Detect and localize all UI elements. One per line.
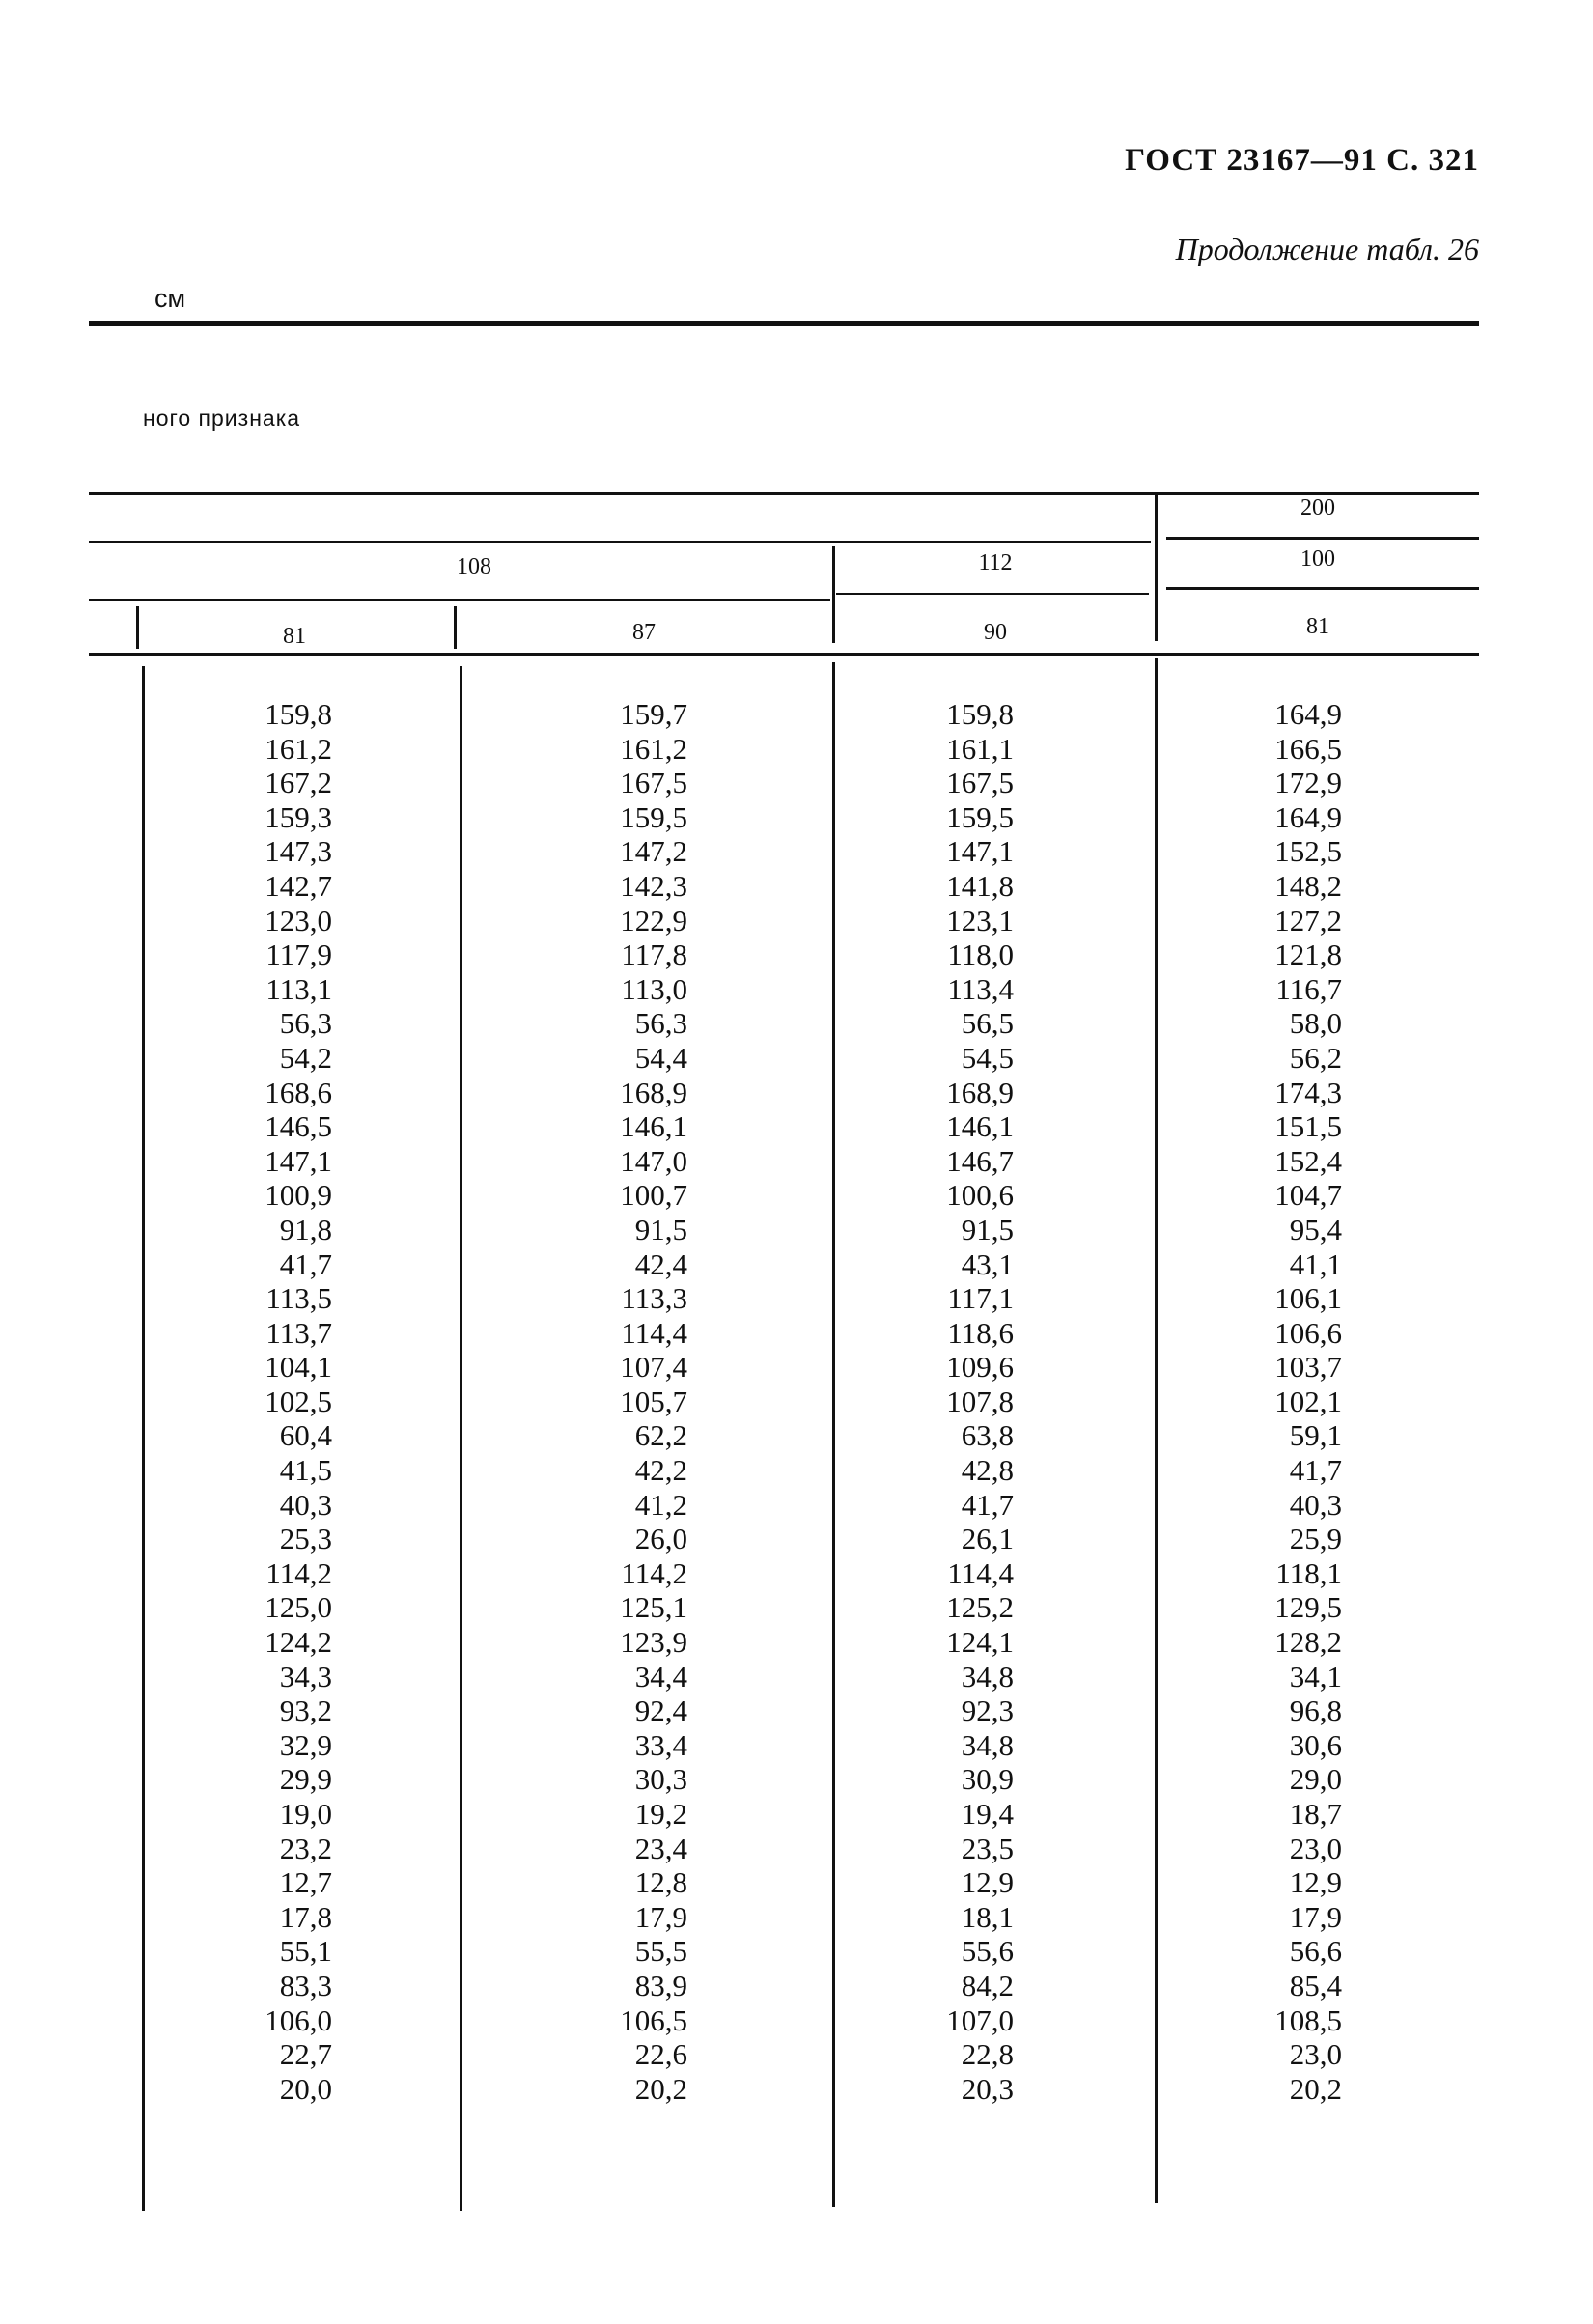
- header-cell-90: 90: [984, 620, 1007, 645]
- table-cell: 114,4: [947, 1555, 1014, 1590]
- table-cell: 91,8: [279, 1212, 332, 1246]
- table-cell: 42,2: [634, 1453, 687, 1488]
- table-cell: 20,0: [279, 2071, 332, 2106]
- table-cell: 147,2: [620, 834, 687, 869]
- table-cell: 114,2: [266, 1555, 332, 1590]
- table-cell: 26,1: [961, 1522, 1014, 1556]
- table-cell: 141,8: [946, 868, 1014, 903]
- table-cell: 118,1: [1275, 1555, 1342, 1590]
- table-cell: 41,2: [634, 1487, 687, 1522]
- header-rule-2b: [1166, 537, 1479, 540]
- header-rule-3c: [1166, 587, 1479, 590]
- table-cell: 146,7: [946, 1143, 1014, 1178]
- header-rule-3: [89, 599, 830, 601]
- table-cell: 123,0: [265, 903, 332, 938]
- table-cell: 161,1: [946, 731, 1014, 766]
- table-cell: 104,1: [265, 1350, 332, 1385]
- table-cell: 146,1: [620, 1109, 687, 1144]
- table-cell: 106,5: [620, 2002, 687, 2037]
- table-cell: 96,8: [1289, 1694, 1342, 1728]
- header-vline-112: [832, 546, 835, 643]
- table-cell: 23,5: [961, 1831, 1014, 1865]
- table-cell: 147,1: [946, 834, 1014, 869]
- table-cell: 107,0: [946, 2002, 1014, 2037]
- table-cell: 20,3: [961, 2071, 1014, 2106]
- table-cell: 63,8: [961, 1418, 1014, 1453]
- table-cell: 30,3: [634, 1762, 687, 1797]
- standard-header: ГОСТ 23167—91 С. 321: [1125, 143, 1479, 178]
- table-cell: 107,4: [620, 1350, 687, 1385]
- table-cell: 108,5: [1274, 2002, 1342, 2037]
- table-cell: 161,2: [620, 731, 687, 766]
- table-cell: 167,2: [265, 766, 332, 800]
- table-cell: 168,6: [265, 1075, 332, 1109]
- table-cell: 59,1: [1289, 1418, 1342, 1453]
- table-cell: 17,9: [1289, 1899, 1342, 1934]
- table-cell: 91,5: [634, 1212, 687, 1246]
- table-cell: 95,4: [1289, 1212, 1342, 1246]
- header-cell-87: 87: [632, 620, 656, 645]
- table-cell: 23,0: [1289, 1831, 1342, 1865]
- table-cell: 117,8: [621, 938, 687, 972]
- table-cell: 56,3: [279, 1006, 332, 1041]
- table-cell: 168,9: [620, 1075, 687, 1109]
- table-cell: 117,1: [947, 1281, 1014, 1316]
- table-cell: 128,2: [1274, 1625, 1342, 1660]
- table-cell: 34,8: [961, 1659, 1014, 1694]
- data-column-90: [869, 697, 1014, 2106]
- table-cell: 121,8: [1274, 938, 1342, 972]
- table-cell: 100,9: [265, 1178, 332, 1213]
- table-cell: 55,5: [634, 1934, 687, 1969]
- table-cell: 34,4: [634, 1659, 687, 1694]
- table-cell: 12,7: [279, 1865, 332, 1900]
- table-cell: 147,3: [265, 834, 332, 869]
- table-cell: 116,7: [1275, 971, 1342, 1006]
- body-vline-3: [832, 662, 835, 2207]
- table-cell: 106,6: [1274, 1315, 1342, 1350]
- table-cell: 113,1: [266, 971, 332, 1006]
- table-cell: 117,9: [266, 938, 332, 972]
- table-cell: 159,5: [620, 799, 687, 834]
- table-cell: 106,0: [265, 2002, 332, 2037]
- table-cell: 30,6: [1289, 1727, 1342, 1762]
- table-cell: 18,1: [961, 1899, 1014, 1934]
- table-cell: 32,9: [279, 1727, 332, 1762]
- table-cell: 40,3: [1289, 1487, 1342, 1522]
- header-rule-2: [89, 541, 1151, 543]
- table-cell: 164,9: [1274, 697, 1342, 731]
- table-cell: 17,9: [634, 1899, 687, 1934]
- table-cell: 159,7: [620, 697, 687, 731]
- table-cell: 41,5: [279, 1453, 332, 1488]
- table-cell: 159,8: [265, 697, 332, 731]
- table-cell: 34,3: [279, 1659, 332, 1694]
- table-cell: 113,0: [621, 971, 687, 1006]
- data-column-81-2: [1197, 697, 1342, 2106]
- table-cell: 168,9: [946, 1075, 1014, 1109]
- header-vline-right: [1155, 494, 1158, 641]
- table-cell: 55,1: [279, 1934, 332, 1969]
- table-cell: 42,8: [961, 1453, 1014, 1488]
- table-cell: 42,4: [634, 1246, 687, 1281]
- table-cell: 125,2: [946, 1590, 1014, 1625]
- table-cell: 12,8: [634, 1865, 687, 1900]
- table-cell: 93,2: [279, 1694, 332, 1728]
- table-cell: 104,7: [1274, 1178, 1342, 1213]
- table-cell: 106,1: [1274, 1281, 1342, 1316]
- table-cell: 54,5: [961, 1040, 1014, 1075]
- table-cell: 41,7: [1289, 1453, 1342, 1488]
- table-cell: 125,0: [265, 1590, 332, 1625]
- table-cell: 60,4: [279, 1418, 332, 1453]
- table-cell: 12,9: [1289, 1865, 1342, 1900]
- table-cell: 30,9: [961, 1762, 1014, 1797]
- table-cell: 113,4: [947, 971, 1014, 1006]
- table-cell: 19,0: [279, 1797, 332, 1831]
- table-cell: 22,7: [279, 2037, 332, 2072]
- table-cell: 159,3: [265, 799, 332, 834]
- table-cell: 17,8: [279, 1899, 332, 1934]
- table-cell: 100,6: [946, 1178, 1014, 1213]
- table-cell: 34,8: [961, 1727, 1014, 1762]
- table-cell: 25,3: [279, 1522, 332, 1556]
- table-cell: 55,6: [961, 1934, 1014, 1969]
- table-cell: 159,8: [946, 697, 1014, 731]
- header-vline-mid: [454, 606, 457, 649]
- header-cell-81a: 81: [283, 624, 306, 649]
- table-cell: 26,0: [634, 1522, 687, 1556]
- table-cell: 102,1: [1274, 1384, 1342, 1418]
- table-cell: 172,9: [1274, 766, 1342, 800]
- subtitle-fragment: ного признака: [143, 406, 301, 431]
- table-cell: 29,0: [1289, 1762, 1342, 1797]
- table-cell: 56,6: [1289, 1934, 1342, 1969]
- table-cell: 56,5: [961, 1006, 1014, 1041]
- table-cell: 105,7: [620, 1384, 687, 1418]
- table-cell: 166,5: [1274, 731, 1342, 766]
- table-cell: 84,2: [961, 1968, 1014, 2002]
- table-cell: 113,7: [266, 1315, 332, 1350]
- table-cell: 91,5: [961, 1212, 1014, 1246]
- table-cell: 146,5: [265, 1109, 332, 1144]
- table-cell: 41,7: [961, 1487, 1014, 1522]
- table-cell: 123,1: [946, 903, 1014, 938]
- table-cell: 20,2: [634, 2071, 687, 2106]
- data-column-81: [174, 697, 332, 2106]
- table-cell: 20,2: [1289, 2071, 1342, 2106]
- table-cell: 56,3: [634, 1006, 687, 1041]
- table-cell: 147,0: [620, 1143, 687, 1178]
- table-cell: 83,3: [279, 1968, 332, 2002]
- table-cell: 102,5: [265, 1384, 332, 1418]
- table-cell: 118,0: [947, 938, 1014, 972]
- table-continuation-label: Продолжение табл. 26: [1175, 232, 1479, 266]
- table-cell: 129,5: [1274, 1590, 1342, 1625]
- table-cell: 113,3: [621, 1281, 687, 1316]
- table-cell: 125,1: [620, 1590, 687, 1625]
- table-cell: 92,3: [961, 1694, 1014, 1728]
- table-cell: 142,7: [265, 868, 332, 903]
- table-cell: 142,3: [620, 868, 687, 903]
- header-rule-4: [89, 653, 1479, 656]
- table-cell: 40,3: [279, 1487, 332, 1522]
- header-cell-100: 100: [1300, 546, 1335, 572]
- table-cell: 103,7: [1274, 1350, 1342, 1385]
- table-cell: 83,9: [634, 1968, 687, 2002]
- table-cell: 19,4: [961, 1797, 1014, 1831]
- table-cell: 18,7: [1289, 1797, 1342, 1831]
- header-cell-108: 108: [457, 554, 491, 579]
- table-cell: 54,2: [279, 1040, 332, 1075]
- table-cell: 56,2: [1289, 1040, 1342, 1075]
- table-cell: 34,1: [1289, 1659, 1342, 1694]
- table-cell: 151,5: [1274, 1109, 1342, 1144]
- table-cell: 152,5: [1274, 834, 1342, 869]
- table-cell: 174,3: [1274, 1075, 1342, 1109]
- table-cell: 114,4: [621, 1315, 687, 1350]
- table-cell: 54,4: [634, 1040, 687, 1075]
- data-column-87: [521, 697, 687, 2106]
- table-cell: 25,9: [1289, 1522, 1342, 1556]
- unit-label: см: [154, 284, 186, 313]
- table-cell: 164,9: [1274, 799, 1342, 834]
- table-cell: 159,5: [946, 799, 1014, 834]
- table-cell: 62,2: [634, 1418, 687, 1453]
- top-rule: [89, 321, 1479, 326]
- table-cell: 167,5: [620, 766, 687, 800]
- table-cell: 122,9: [620, 903, 687, 938]
- table-cell: 167,5: [946, 766, 1014, 800]
- table-cell: 146,1: [946, 1109, 1014, 1144]
- header-cell-81b: 81: [1306, 614, 1329, 639]
- table-cell: 23,0: [1289, 2037, 1342, 2072]
- table-cell: 124,2: [265, 1625, 332, 1660]
- body-vline-1: [142, 666, 145, 2211]
- header-rule-3b: [836, 593, 1149, 595]
- header-cell-112: 112: [978, 550, 1013, 575]
- body-vline-4: [1155, 658, 1158, 2203]
- table-cell: 33,4: [634, 1727, 687, 1762]
- table-cell: 109,6: [946, 1350, 1014, 1385]
- table-cell: 114,2: [621, 1555, 687, 1590]
- table-cell: 22,8: [961, 2037, 1014, 2072]
- table-cell: 58,0: [1289, 1006, 1342, 1041]
- table-cell: 123,9: [620, 1625, 687, 1660]
- table-cell: 127,2: [1274, 903, 1342, 938]
- table-cell: 43,1: [961, 1246, 1014, 1281]
- table-cell: 12,9: [961, 1865, 1014, 1900]
- table-cell: 92,4: [634, 1694, 687, 1728]
- table-cell: 148,2: [1274, 868, 1342, 903]
- table-cell: 41,1: [1289, 1246, 1342, 1281]
- table-cell: 113,5: [266, 1281, 332, 1316]
- table-cell: 85,4: [1289, 1968, 1342, 2002]
- table-cell: 161,2: [265, 731, 332, 766]
- table-cell: 100,7: [620, 1178, 687, 1213]
- table-cell: 147,1: [265, 1143, 332, 1178]
- table-cell: 41,7: [279, 1246, 332, 1281]
- table-cell: 118,6: [947, 1315, 1014, 1350]
- table-cell: 23,4: [634, 1831, 687, 1865]
- table-cell: 107,8: [946, 1384, 1014, 1418]
- table-cell: 124,1: [946, 1625, 1014, 1660]
- header-cell-200: 200: [1300, 495, 1335, 520]
- table-cell: 22,6: [634, 2037, 687, 2072]
- body-vline-2: [460, 666, 462, 2211]
- table-cell: 29,9: [279, 1762, 332, 1797]
- table-cell: 19,2: [634, 1797, 687, 1831]
- table-cell: 152,4: [1274, 1143, 1342, 1178]
- table-cell: 23,2: [279, 1831, 332, 1865]
